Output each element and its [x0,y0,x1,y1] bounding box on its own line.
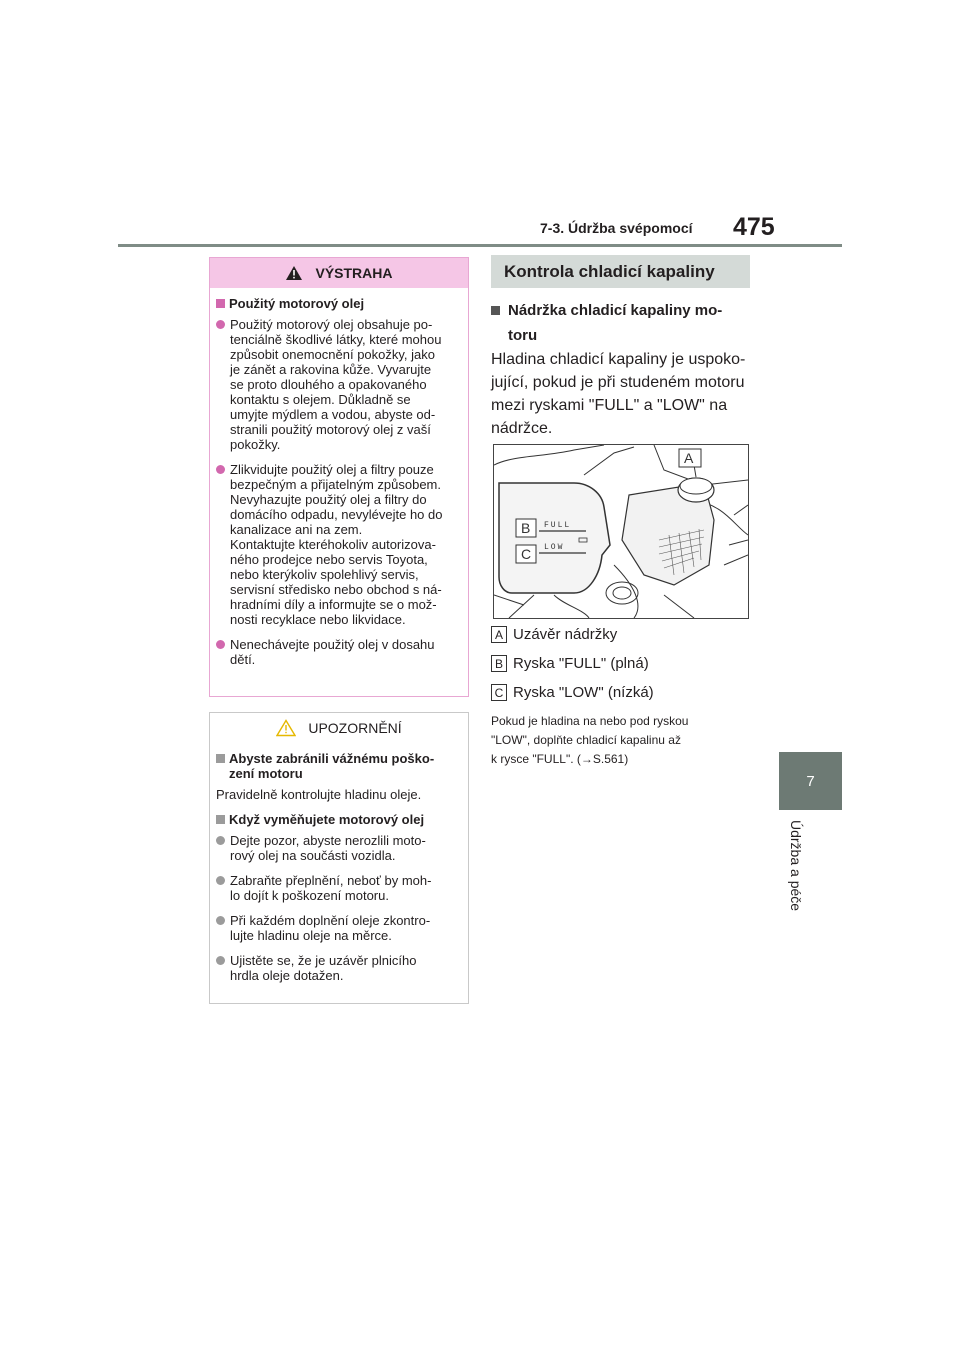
figure-label-c: C [521,546,532,562]
list-item: Použitý motorový olej obsahuje po- tenciálně škodlivé látky, které mohou způsobit onemocnění pokožky, jako je zánět a rakovina kůže. Vyvarujte se proto dlouhého a opakovaného kontaktu s olejem. Důkladně se umyjte mýdlem a vodou, abyste od- stranili použitý motorový olej z vaší pokožky. [216,317,462,452]
caution-triangle-icon [276,719,296,737]
round-bullet-icon [216,956,225,965]
chapter-number: 7 [806,772,815,790]
callout-letter: B [491,655,507,672]
callout-c [491,684,654,701]
square-bullet-icon [216,299,225,308]
warning-box [209,257,469,697]
callout-text: Ryska "LOW" (nízká) [513,684,654,701]
coolant-section-title: Kontrola chladicí kapaliny [491,255,750,288]
notice-heading-2: Když vyměňujete motorový olej [216,812,462,827]
warning-title: VÝSTRAHA [315,265,393,281]
chapter-tab [779,752,842,810]
coolant-subheading: Nádržka chladicí kapaliny mo- toru [491,298,722,348]
list-item: Zabraňte přeplnění, neboť by moh- lo dojít k poškození motoru. [216,873,462,903]
coolant-refill-note: Pokud je hladina na nebo pod ryskou "LOW", doplňte chladicí kapalinu až k rysce "FULL". (→S.561) [491,714,689,766]
list-item: Dejte pozor, abyste nerozlili moto- rový olej na součásti vozidla. [216,833,462,863]
square-bullet-icon [216,815,225,824]
coolant-body-text: Hladina chladicí kapaliny je uspoko- jující, pokud je při studeném motoru mezi ryskami "FULL" a "LOW" na nádržce. [491,351,746,437]
section-title: 7-3. Údržba svépomocí [540,220,693,236]
list-item: Ujistěte se, že je uzávěr plnicího hrdla oleje dotažen. [216,953,462,983]
warning-heading: Použitý motorový olej [216,296,462,311]
callout-b [491,655,649,672]
square-bullet-icon [491,306,500,315]
notice-title: UPOZORNĚNÍ [308,720,402,736]
list-item: Nenechávejte použitý olej v dosahu dětí. [216,637,462,667]
page-number: 475 [733,213,775,241]
header-rule [118,244,842,247]
round-bullet-icon [216,640,225,649]
round-bullet-icon [216,836,225,845]
full-mark: FULL [544,521,572,530]
callout-text: Uzávěr nádržky [513,626,618,643]
engine-bay-drawing [494,445,748,618]
callout-a [491,626,617,643]
warning-triangle-icon [285,265,303,281]
callout-letter: C [491,684,507,701]
coolant-reservoir-illustration [493,444,749,619]
round-bullet-icon [216,320,225,329]
callout-letter: A [491,626,507,643]
square-bullet-icon [216,754,225,763]
round-bullet-icon [216,916,225,925]
list-item: Při každém doplnění oleje zkontro- lujte hladinu oleje na měrce. [216,913,462,943]
figure-label-a: A [684,450,694,466]
warning-header [210,258,468,288]
notice-header [210,713,468,743]
round-bullet-icon [216,876,225,885]
notice-heading-1: Abyste zabránili vážnému poško- zení motoru [216,751,462,781]
round-bullet-icon [216,465,225,474]
chapter-title-vertical [786,820,806,930]
notice-box [209,712,469,1004]
callout-text: Ryska "FULL" (plná) [513,655,649,672]
figure-label-b: B [521,520,531,536]
low-mark: LOW [544,543,565,552]
notice-text: Pravidelně kontrolujte hladinu oleje. [216,787,422,802]
list-item: Zlikvidujte použitý olej a filtry pouze bezpečným a přijatelným způsobem. Nevyhazujte použitý olej a filtry do domácího odpadu, nevylévejte ho do kanalizace ani na zem. Kontaktujte kteréhokoliv autorizova- ného prodejce nebo servis Toyota, nebo kterýkoliv spolehlivý servis, servisní středisko nebo obchod s ná- hradními díly a informujte se o mož- nosti recyklace nebo likvidace. [216,462,462,627]
chapter-title: Údržba a péče [788,820,804,912]
